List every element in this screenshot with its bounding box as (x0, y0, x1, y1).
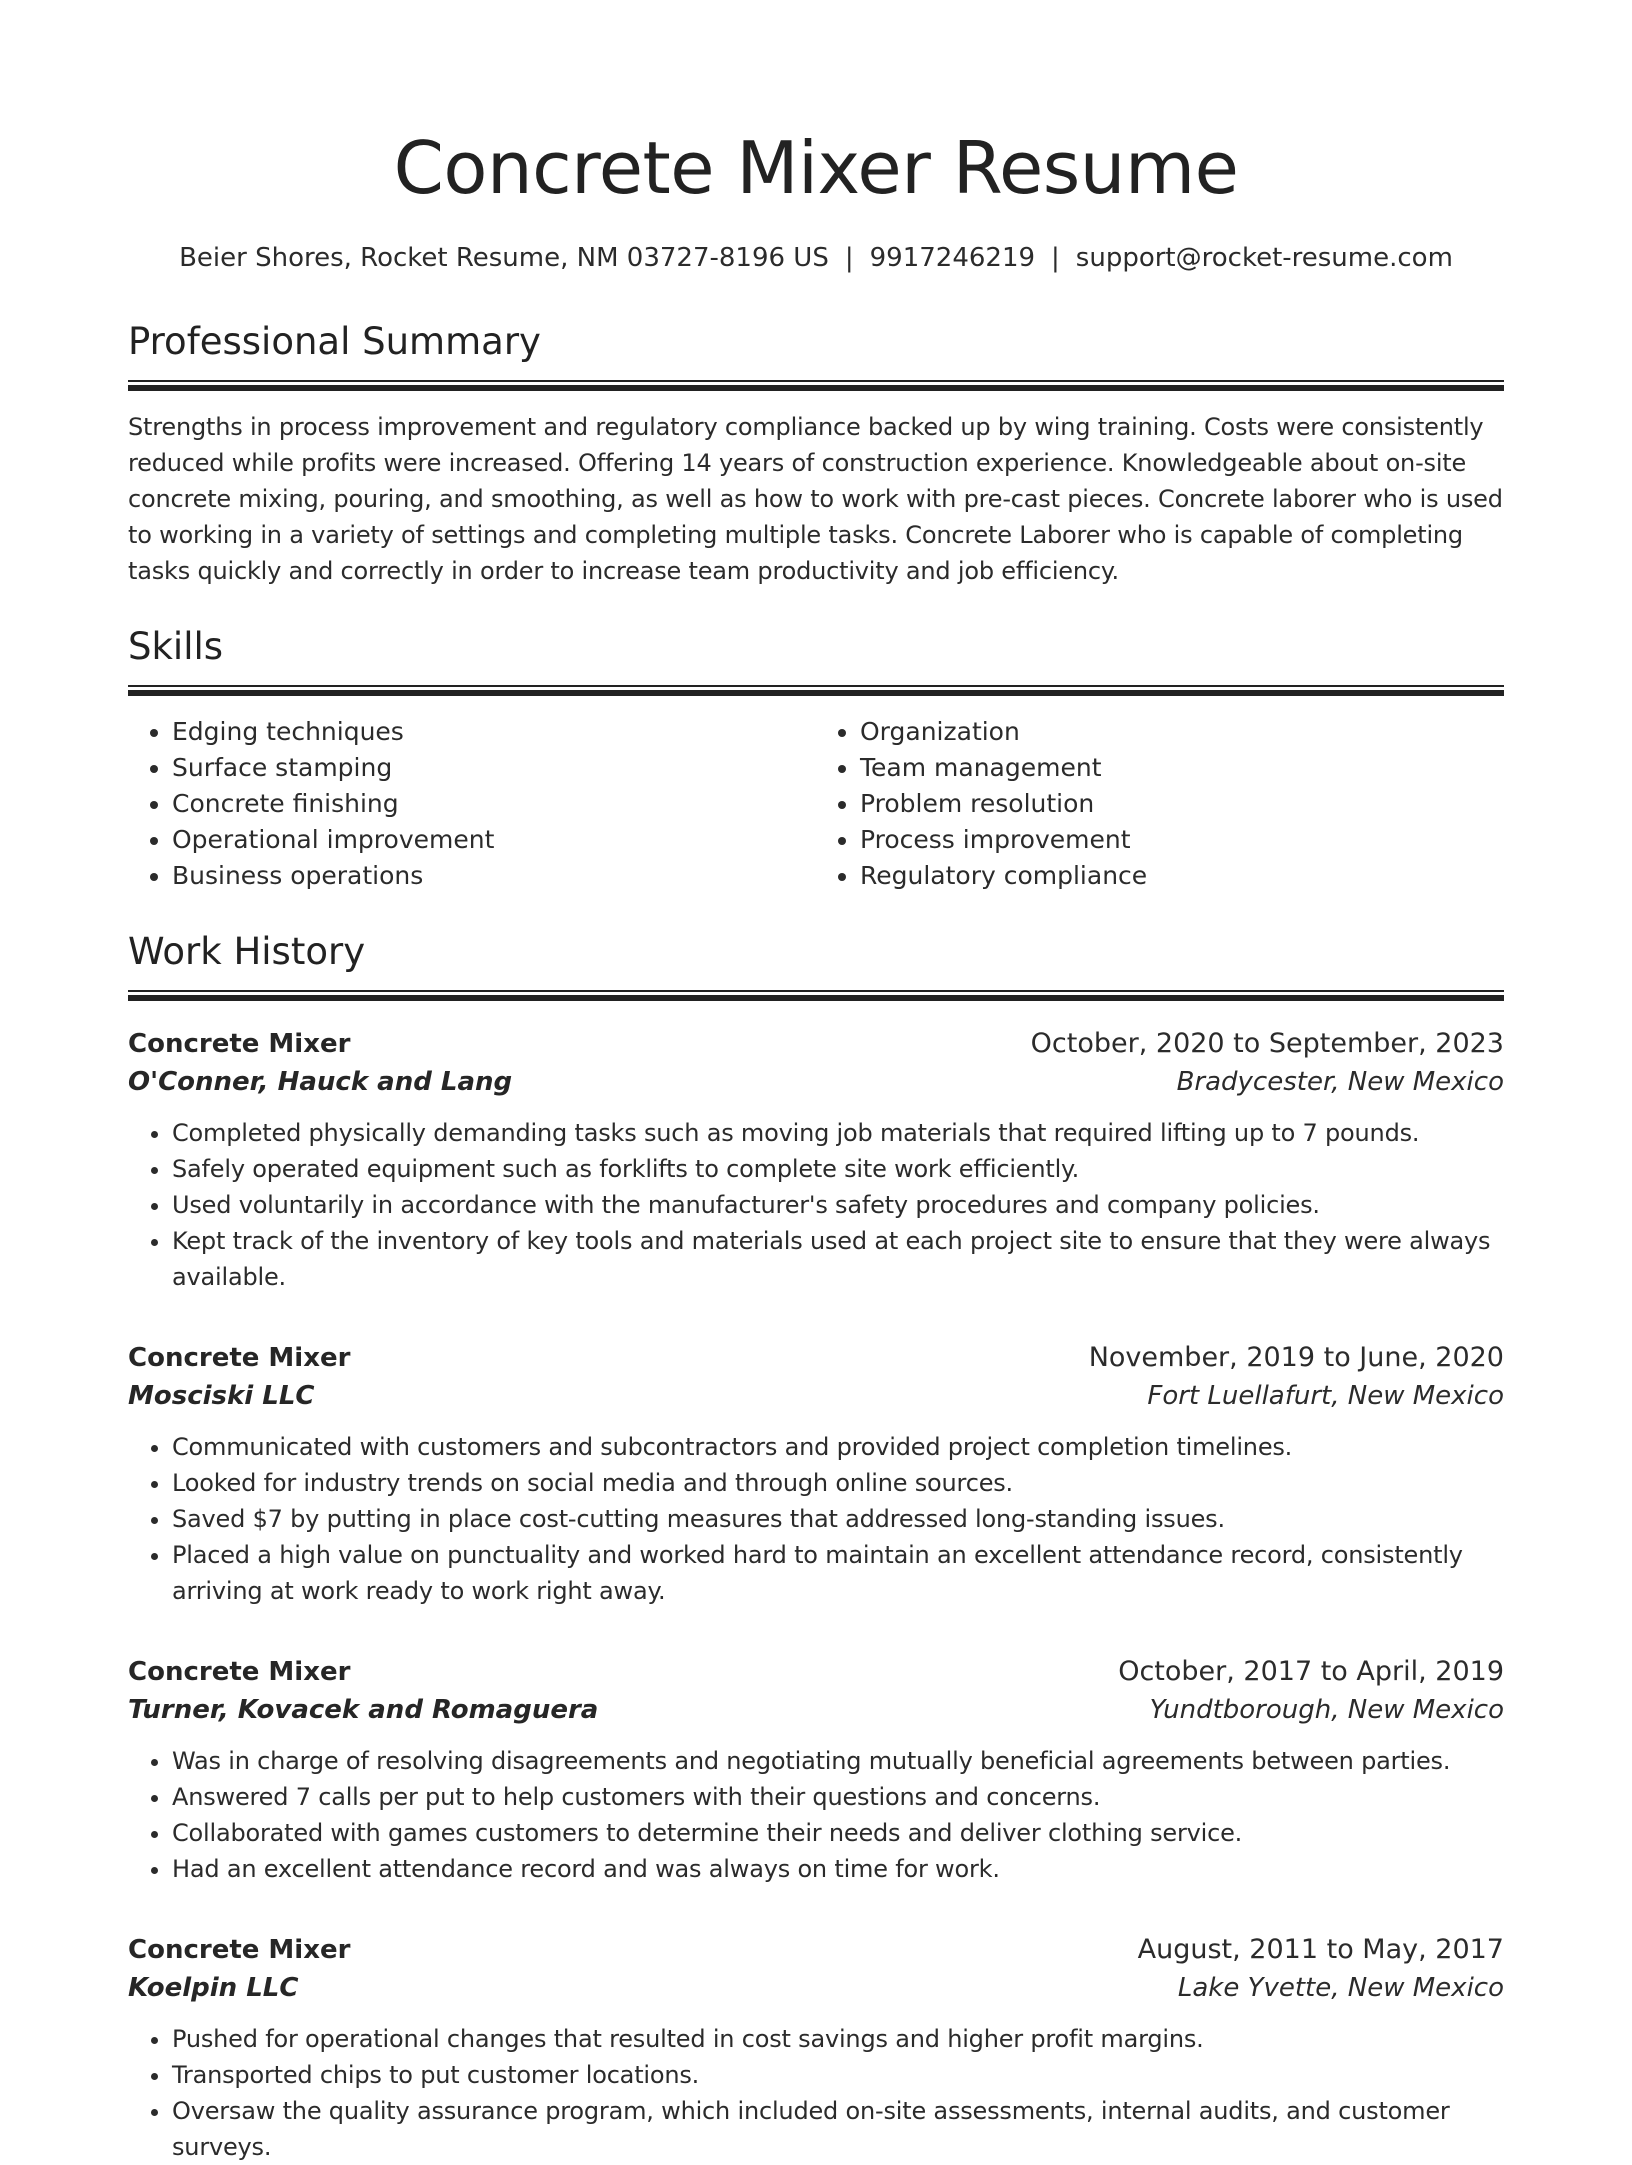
job-header-row (128, 1931, 1504, 1969)
summary-text: Strengths in process improvement and regulatory compliance backed up by wing training. Costs were consistently reduced while profits were increased. Offering 14 years of construction experience. Knowledgeable about on-site concrete mixing, pouring, and smoothing, as well as how to work with pre-cast pieces. Concrete laborer who is used to working in a variety of settings and completing multiple tasks. Concrete Laborer who is capable of completing tasks quickly and correctly in order to increase team productivity and job efficiency. (128, 413, 1503, 585)
job-bullet: • Placed a high value on punctuality and worked hard to maintain an excellent attendance record, consistently arriving at work ready to work right away. (172, 1537, 1504, 1609)
job-bullet: • Collaborated with games customers to determine their needs and deliver clothing service. (172, 1815, 1504, 1851)
job-title: Concrete Mixer (128, 1657, 351, 1687)
skills-columns (128, 714, 1504, 894)
skill-item: • Problem resolution (860, 786, 1504, 822)
job-bullets (128, 1115, 1504, 1295)
resume-title: Concrete Mixer Resume (393, 126, 1239, 210)
job-title: Concrete Mixer (128, 1343, 351, 1373)
job-company-row (128, 1969, 1504, 2007)
job-company: O'Conner, Hauck and Lang (128, 1067, 513, 1097)
job-location: Lake Yvette, New Mexico (1177, 1973, 1504, 2003)
contact-address: Beier Shores, Rocket Resume, NM 03727-8196 US (179, 243, 829, 273)
job-entry (128, 1931, 1504, 2165)
skills-section (128, 621, 1504, 894)
job-bullets (128, 1743, 1504, 1887)
job-bullet: • Used voluntarily in accordance with the manufacturer's safety procedures and company policies. (172, 1187, 1504, 1223)
skill-item: • Business operations (172, 858, 816, 894)
job-header-row (128, 1025, 1504, 1063)
job-title: Concrete Mixer (128, 1935, 351, 1965)
skill-item: • Team management (860, 750, 1504, 786)
job-entry (128, 1653, 1504, 1887)
job-entry (128, 1025, 1504, 1295)
contact-email: support@rocket-resume.com (1075, 243, 1453, 273)
job-header-row (128, 1339, 1504, 1377)
job-dates: November, 2019 to June, 2020 (1088, 1342, 1504, 1373)
work-history-section (128, 926, 1504, 2165)
skill-item: • Regulatory compliance (860, 858, 1504, 894)
job-dates: October, 2017 to April, 2019 (1118, 1656, 1504, 1687)
job-location: Fort Luellafurt, New Mexico (1147, 1381, 1504, 1411)
skill-item: • Operational improvement (172, 822, 816, 858)
contact-phone: 9917246219 (869, 243, 1036, 273)
section-divider (128, 380, 1504, 391)
skill-item: • Process improvement (860, 822, 1504, 858)
job-entry (128, 1339, 1504, 1609)
section-heading: Skills (128, 625, 224, 668)
job-location: Yundtborough, New Mexico (1149, 1695, 1504, 1725)
job-bullet: • Answered 7 calls per put to help customers with their questions and concerns. (172, 1779, 1504, 1815)
job-company: Turner, Kovacek and Romaguera (128, 1695, 599, 1725)
section-heading: Professional Summary (128, 320, 541, 363)
job-company: Mosciski LLC (128, 1381, 315, 1411)
skill-item: • Concrete finishing (172, 786, 816, 822)
skills-list-right (816, 714, 1504, 894)
job-bullet: • Transported chips to put customer locations. (172, 2057, 1504, 2093)
skill-item: • Edging techniques (172, 714, 816, 750)
section-divider (128, 990, 1504, 1001)
contact-separator: | (1051, 243, 1060, 273)
job-bullet: • Was in charge of resolving disagreements and negotiating mutually beneficial agreements between parties. (172, 1743, 1504, 1779)
job-bullet: • Kept track of the inventory of key tools and materials used at each project site to ensure that they were always available. (172, 1223, 1504, 1295)
job-bullets (128, 2021, 1504, 2165)
skill-item: • Surface stamping (172, 750, 816, 786)
job-bullet: • Saved $7 by putting in place cost-cutting measures that addressed long-standing issues. (172, 1501, 1504, 1537)
contact-separator: | (844, 243, 854, 273)
job-bullet: • Completed physically demanding tasks such as moving job materials that required lifting up to 7 pounds. (172, 1115, 1504, 1151)
contact-line (128, 240, 1504, 276)
section-heading: Work History (128, 930, 366, 973)
skills-list-left (128, 714, 816, 894)
job-bullet: • Had an excellent attendance record and was always on time for work. (172, 1851, 1504, 1887)
job-dates: October, 2020 to September, 2023 (1030, 1028, 1504, 1059)
skill-item: • Organization (860, 714, 1504, 750)
job-bullet: • Looked for industry trends on social media and through online sources. (172, 1465, 1504, 1501)
job-company-row (128, 1063, 1504, 1101)
job-bullets (128, 1429, 1504, 1609)
job-company: Koelpin LLC (128, 1973, 299, 2003)
job-bullet: • Pushed for operational changes that resulted in cost savings and higher profit margins. (172, 2021, 1504, 2057)
job-company-row (128, 1377, 1504, 1415)
job-company-row (128, 1691, 1504, 1729)
job-location: Bradycester, New Mexico (1176, 1067, 1504, 1097)
job-dates: August, 2011 to May, 2017 (1137, 1934, 1504, 1965)
job-title: Concrete Mixer (128, 1029, 351, 1059)
job-bullet: • Safely operated equipment such as forklifts to complete site work efficiently. (172, 1151, 1504, 1187)
professional-summary-section (128, 316, 1504, 589)
job-bullet: • Oversaw the quality assurance program, which included on-site assessments, internal audits, and customer surveys. (172, 2093, 1504, 2165)
job-header-row (128, 1653, 1504, 1691)
job-bullet: • Communicated with customers and subcontractors and provided project completion timelines. (172, 1429, 1504, 1465)
section-divider (128, 685, 1504, 696)
